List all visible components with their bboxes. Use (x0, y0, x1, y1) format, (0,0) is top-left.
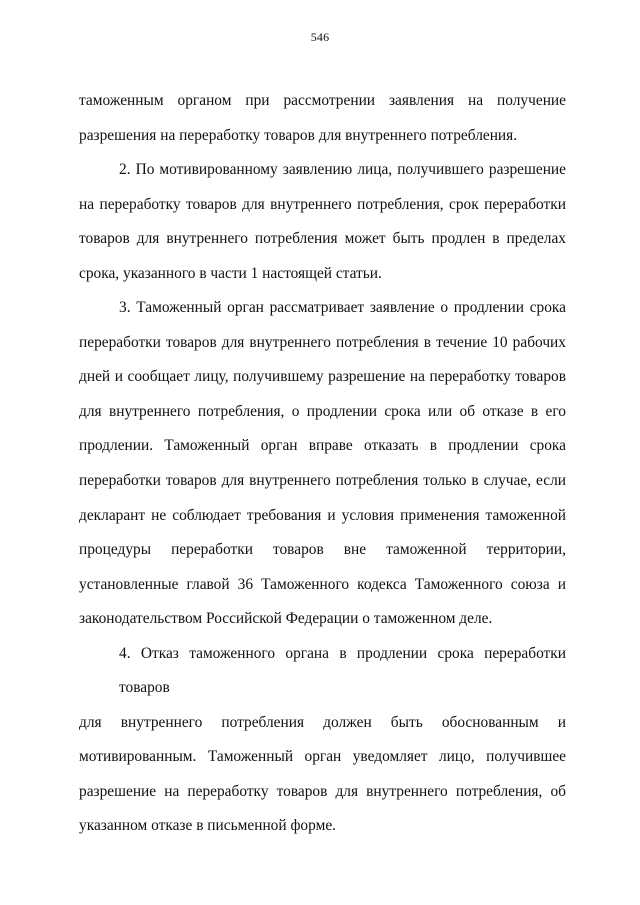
text-line: срока, указанного в части 1 настоящей статьи. (79, 264, 382, 282)
text-line: разрешения на переработку товаров для внутреннего потребления. (79, 126, 518, 144)
text-line: установленные главой 36 Таможенного кодекса Таможенного союза и (79, 575, 566, 593)
page-number: 546 (310, 30, 330, 44)
text-line: декларант не соблюдает требования и условия применения таможенной (79, 506, 566, 524)
paragraph-4 (79, 637, 566, 844)
text-line: 2. По мотивированному заявлению лица, получившего разрешение (119, 161, 566, 179)
text-line: указанном отказе в письменной форме. (79, 817, 337, 835)
document-body (79, 84, 566, 844)
paragraph-2 (79, 153, 566, 291)
text-line: 3. Таможенный орган рассматривает заявление о продлении срока (119, 299, 566, 317)
text-line: для внутреннего потребления, о продлении срока или об отказе в его (79, 402, 566, 420)
paragraph-continuation (79, 84, 566, 153)
text-line: процедуры переработки товаров вне таможенной территории, (79, 541, 566, 559)
text-line: мотивированным. Таможенный орган уведомляет лицо, получившее (79, 748, 566, 766)
text-line: разрешение на переработку товаров для внутреннего потребления, об (79, 782, 566, 800)
text-line: переработки товаров для внутреннего потребления в течение 10 рабочих (79, 333, 566, 351)
text-line: продлении. Таможенный орган вправе отказать в продлении срока (79, 437, 566, 455)
text-line: для внутреннего потребления должен быть обоснованным и (79, 713, 566, 731)
text-line: на переработку товаров для внутреннего потребления, срок переработки (79, 195, 566, 213)
text-line: переработки товаров для внутреннего потребления только в случае, если (79, 472, 566, 490)
paragraph-3 (79, 291, 566, 636)
text-line: товаров для внутреннего потребления может быть продлен в пределах (79, 230, 566, 248)
text-line: таможенным органом при рассмотрении заявления на получение (79, 92, 566, 109)
text-line: законодательством Российской Федерации о таможенном деле. (79, 610, 493, 628)
text-line: 4. Отказ таможенного органа в продлении срока переработки товаров (119, 644, 566, 697)
text-line: дней и сообщает лицу, получившему разрешение на переработку товаров (79, 368, 566, 386)
